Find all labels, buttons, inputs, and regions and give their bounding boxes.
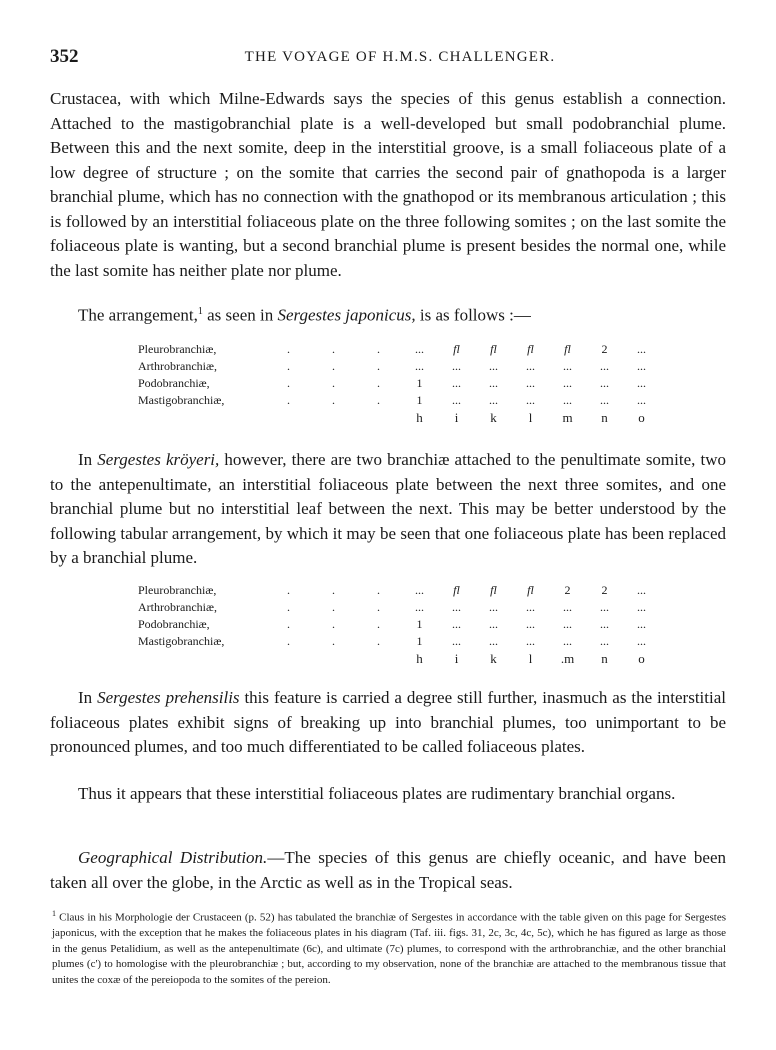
- leader-dot: .: [377, 617, 380, 631]
- somite-letter: k: [490, 410, 497, 425]
- table-row: [138, 341, 660, 358]
- leader-dot: .: [377, 359, 380, 373]
- table-cell: ...: [600, 393, 609, 407]
- row-label: Podobranchiæ,: [138, 617, 210, 631]
- somite-letter: i: [454, 410, 459, 425]
- table-cell: ...: [637, 583, 646, 597]
- somite-letter: h: [416, 651, 423, 666]
- row-label: Mastigobranchiæ,: [138, 393, 225, 407]
- leader-dot: .: [377, 393, 380, 407]
- table-cell: ...: [452, 634, 461, 648]
- table-cell: ...: [489, 376, 498, 390]
- table-cell: ...: [526, 359, 535, 373]
- somite-letter: l: [528, 410, 533, 425]
- leader-dot: .: [377, 634, 380, 648]
- leader-dot: .: [332, 600, 335, 614]
- table-cell: ...: [563, 393, 572, 407]
- table-row: [138, 616, 660, 633]
- table-cell: 1: [416, 393, 423, 407]
- table-cell: ...: [563, 634, 572, 648]
- somite-letter: n: [601, 410, 608, 425]
- table-cell: ...: [415, 600, 424, 614]
- table-cell: ...: [489, 617, 498, 631]
- table-cell: ...: [637, 376, 646, 390]
- leader-dot: .: [332, 342, 335, 356]
- table-cell: ...: [563, 359, 572, 373]
- table-cell: 2: [564, 583, 571, 597]
- table-cell: ...: [637, 634, 646, 648]
- leader-dot: .: [377, 583, 380, 597]
- leader-dot: .: [287, 617, 290, 631]
- table-cell: fl: [527, 583, 534, 597]
- somite-letter: k: [490, 651, 497, 666]
- leader-dot: .: [332, 376, 335, 390]
- table-cell: ...: [600, 634, 609, 648]
- somite-letter: m: [562, 410, 573, 425]
- leader-dot: .: [287, 376, 290, 390]
- species-kroyeri: Sergestes kröyeri,: [97, 450, 220, 469]
- paragraph-conclusion: Thus it appears that these interstitial foliaceous plates are rudimentary branchial organs.: [78, 784, 676, 803]
- somite-letter: h: [416, 410, 423, 425]
- table-cell: ...: [489, 634, 498, 648]
- table-cell: ...: [526, 617, 535, 631]
- footnote: [52, 906, 726, 988]
- table-cell: 1: [416, 634, 423, 648]
- somite-letter: .m: [560, 651, 575, 666]
- paragraph-intro: Crustacea, with which Milne-Edwards says the species of this genus establish a connection. Attached to the mastigobranchial plate is a well-developed but small podobranchial plume. Between this and the next somite, deep in the interstitial groove, is a small foliaceous plate of a low degree of structure ; on the somite that carries the second pair of gnathopoda is a larger branchial plume, which has no connection with the gnathopod or its membranous articulation ; this is followed by an interstitial foliaceous plate on the three following somites ; on the last somite the foliaceous plate is wanting, but a second branchial plume is present besides the normal one, while the last somite has neither plate nor plume.: [50, 89, 726, 280]
- table-cell: 1: [416, 617, 423, 631]
- footnote-ref: 1: [197, 306, 203, 317]
- page-header: [50, 46, 730, 70]
- table-row: [138, 582, 660, 599]
- paragraph-kroyeri: In Sergestes kröyeri, however, there are two branchiæ attached to the penultimate somite, two to the antepenultimate, an interstitial foliaceous plate between the next three somites, and one branchial plume but no interstitial leaf between the next. This may be better understood by the following tabular arrangement, by which it may be seen that one foliaceous plate has been replaced by a branchial plume.: [50, 450, 726, 567]
- table-cell: ...: [637, 393, 646, 407]
- table-cell: ...: [563, 617, 572, 631]
- leader-dot: .: [332, 583, 335, 597]
- table-cell: fl: [564, 342, 571, 356]
- footnote-text: Claus in his Morphologie der Crustaceen (p. 52) has tabulated the branchiæ of Sergestes in accordance with the table given on this page for Sergestes japonicus, with the exception that he makes the foliaceous plates in his diagram (Taf. iii. figs. 31, 2c, 3c, 4c, 5c), which he has figured as large as those in the genus Petalidium, as well as the antepenultimate (6c), and ultimate (7c) plumes, to correspond with the arthrobranchiæ, and the other branchial plumes (c') to homologise with the pleurobranchiæ ; but, according to my observation, none of the branchiæ are attached to the membranous tissue that unites the coxæ of the pereiopoda to the somites of the pereion.: [52, 911, 726, 986]
- table-cell: ...: [452, 600, 461, 614]
- table-cell: ...: [637, 600, 646, 614]
- table-cell: ...: [600, 359, 609, 373]
- somite-letter: o: [638, 651, 645, 666]
- table-cell: ...: [526, 393, 535, 407]
- leader-dot: .: [377, 600, 380, 614]
- table-cell: 2: [601, 342, 608, 356]
- table-cell: ...: [489, 393, 498, 407]
- leader-dot: .: [287, 359, 290, 373]
- row-label: Arthrobranchiæ,: [138, 600, 217, 614]
- leader-dot: .: [332, 359, 335, 373]
- table-cell: ...: [415, 583, 424, 597]
- table-cell: ...: [563, 600, 572, 614]
- somite-letter: l: [528, 651, 533, 666]
- table-cell: ...: [637, 359, 646, 373]
- table-cell: ...: [489, 600, 498, 614]
- row-label: Mastigobranchiæ,: [138, 634, 225, 648]
- table-cell: ...: [452, 617, 461, 631]
- table-cell: ...: [489, 359, 498, 373]
- table-cell: ...: [415, 342, 424, 356]
- paragraph-prehensilis: In Sergestes prehensilis this feature is carried a degree still further, inasmuch as the interstitial foliaceous plates exhibit signs of breaking up into branchial plumes, too unimportant to be pronounced plumes, and too much differentiated to be called foliaceous plates.: [50, 688, 726, 756]
- table-row: [138, 358, 660, 375]
- leader-dot: .: [332, 617, 335, 631]
- leader-dot: .: [287, 583, 290, 597]
- leader-dot: .: [332, 393, 335, 407]
- table-cell: 2: [601, 583, 608, 597]
- table-cell: 1: [416, 376, 423, 390]
- leader-dot: .: [377, 342, 380, 356]
- leader-dot: .: [287, 393, 290, 407]
- table-cell: fl: [490, 583, 497, 597]
- row-label: Arthrobranchiæ,: [138, 359, 217, 373]
- section-heading-geographical: Geographical Distribution.: [78, 848, 268, 867]
- somite-letter: o: [638, 410, 645, 425]
- table-cell: ...: [637, 617, 646, 631]
- table-cell: ...: [637, 342, 646, 356]
- row-label: Pleurobranchiæ,: [138, 583, 217, 597]
- table-cell: ...: [452, 376, 461, 390]
- leader-dot: .: [332, 634, 335, 648]
- table-row: [138, 633, 660, 650]
- table-cell: ...: [563, 376, 572, 390]
- footnote-mark: 1: [52, 909, 56, 918]
- page-number: 352: [50, 46, 79, 67]
- somite-letter-row: [138, 650, 660, 667]
- table-row: [138, 392, 660, 409]
- paragraph-distribution: Geographical Distribution.—The species of this genus are chiefly oceanic, and have been taken all over the globe, in the Arctic as well as in the Tropical seas.: [50, 848, 726, 892]
- table-cell: fl: [490, 342, 497, 356]
- species-japonicus: Sergestes japonicus,: [277, 305, 416, 325]
- table-cell: ...: [452, 393, 461, 407]
- branchiae-table-japonicus: [138, 341, 660, 426]
- table-cell: ...: [600, 600, 609, 614]
- table-row: [138, 375, 660, 392]
- leader-dot: .: [377, 376, 380, 390]
- table-cell: ...: [600, 617, 609, 631]
- table-cell: fl: [453, 583, 460, 597]
- running-title: THE VOYAGE OF H.M.S. CHALLENGER.: [244, 49, 556, 65]
- row-label: Pleurobranchiæ,: [138, 342, 217, 356]
- table-row: [138, 599, 660, 616]
- table-cell: fl: [453, 342, 460, 356]
- leader-dot: .: [287, 634, 290, 648]
- somite-letter: i: [454, 651, 459, 666]
- table-cell: ...: [526, 376, 535, 390]
- leader-dot: .: [287, 342, 290, 356]
- table-cell: ...: [526, 600, 535, 614]
- table-cell: ...: [526, 634, 535, 648]
- row-label: Podobranchiæ,: [138, 376, 210, 390]
- paragraph-arrangement: The arrangement,$^1$ as seen in Sergestes japonicus, is as follows :—: [78, 305, 531, 325]
- somite-letter: n: [601, 651, 608, 666]
- table-cell: ...: [600, 376, 609, 390]
- table-cell: ...: [415, 359, 424, 373]
- table-cell: ...: [452, 359, 461, 373]
- branchiae-table-kroyeri: [138, 582, 660, 667]
- leader-dot: .: [287, 600, 290, 614]
- somite-letter-row: [138, 409, 660, 426]
- table-cell: fl: [527, 342, 534, 356]
- species-prehensilis: Sergestes prehensilis: [97, 688, 240, 707]
